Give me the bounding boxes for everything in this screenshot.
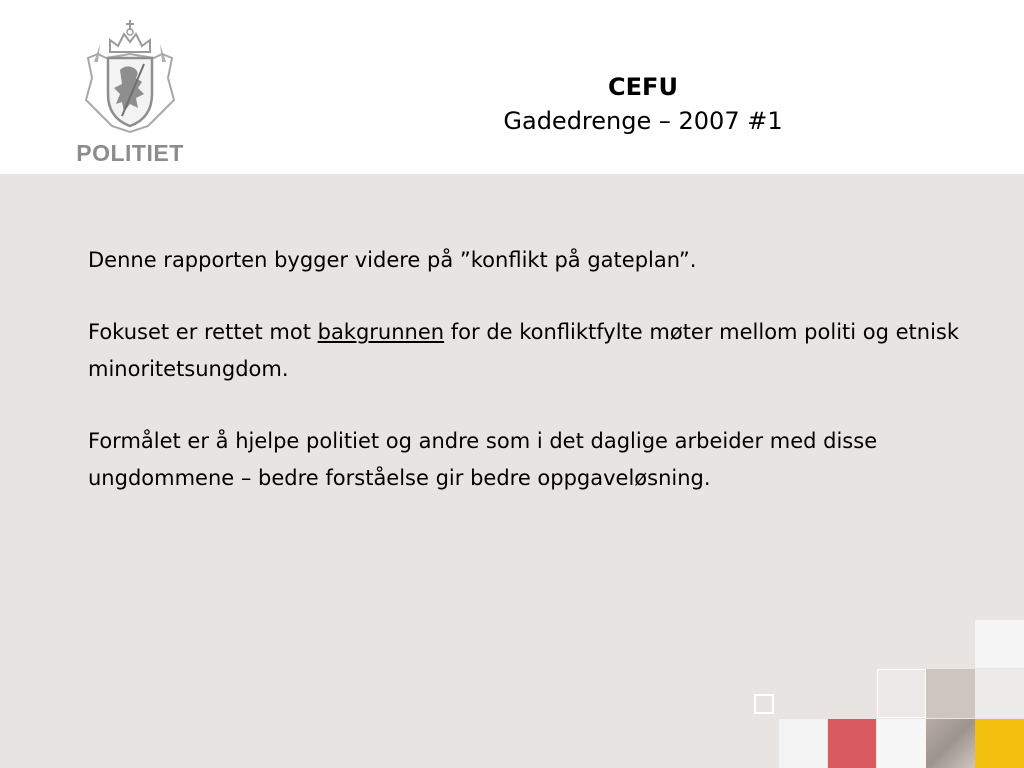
title-block — [400, 70, 886, 138]
paragraph-2-start: Fokuset er rettet mot — [88, 320, 318, 344]
content — [88, 242, 988, 532]
underlined-word: bakgrunnen — [317, 320, 445, 344]
paragraph-2-end: for de konfliktfylte møter mellom politi og etnisk minoritetsungdom. — [88, 320, 960, 381]
paragraph-1: Denne rapporten bygger videre på ”konflikt på gateplan”. — [88, 248, 697, 272]
politiet-logo — [48, 18, 212, 168]
coat-of-arms-icon — [48, 18, 212, 138]
header — [0, 0, 1024, 174]
paragraph-2 — [88, 314, 988, 388]
page-title: CEFU — [608, 73, 678, 101]
page-subtitle: Gadedrenge – 2007 #1 — [503, 107, 783, 135]
logo-text: POLITIET — [76, 140, 184, 166]
paragraph-3: Formålet er å hjelpe politiet og andre som i det daglige arbeider med disse ungdommene – bedre forståelse gir bedre oppgaveløsning. — [88, 429, 878, 490]
